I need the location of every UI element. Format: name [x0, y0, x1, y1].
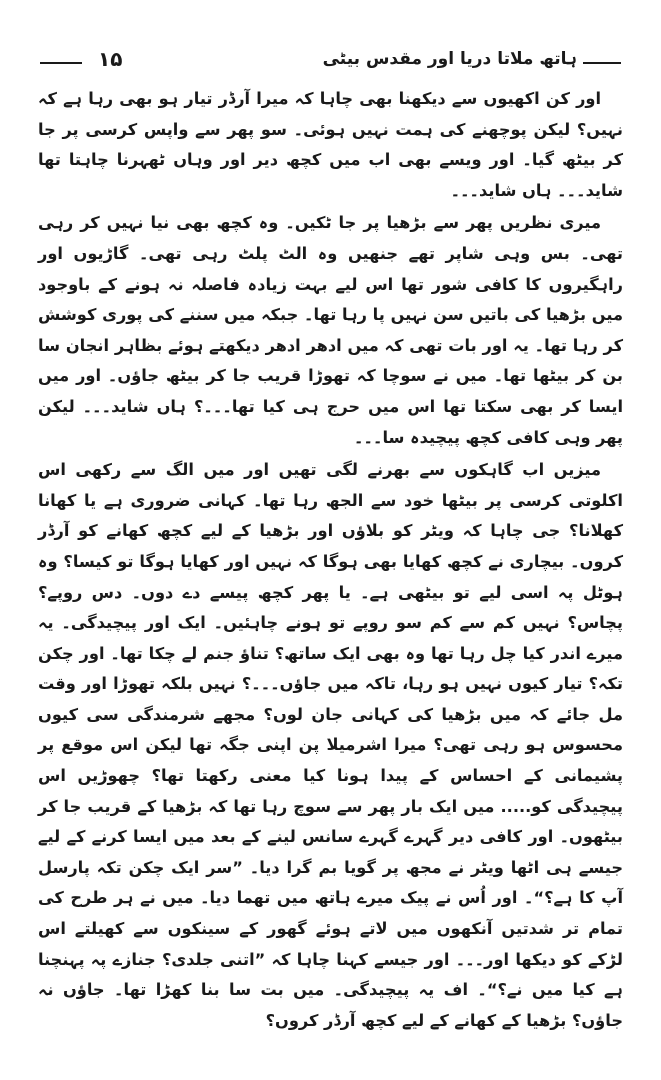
- paragraph: میزیں اب گاہکوں سے بھرنے لگی تھیں اور میں الگ سے رکھی اس اکلوتی کرسی پر بیٹھا خود سے الجھ رہا تھا۔ کہانی ضروری ہے یا کھانا کھلانا؟ جی چاہا کہ ویٹر کو بلاؤں اور بڑھیا کے لیے کچھ کھانے کو آرڈر کروں۔ بیچاری نے کچھ کھایا بھی ہوگا کہ نہیں اور کھایا ہوگا تو کیسا؟ وہ ہوٹل پہ اسی لیے تو بیٹھی ہے۔ یا پھر کچھ پیسے دے دوں۔ دس روپے؟ پچاس؟ نہیں کم سے کم سو روپے تو ہونے چاہئیں۔ ایک اور پیچیدگی۔ یہ میرے اندر کیا چل رہا تھا وہ بھی ایک ساتھ؟ تناؤ جنم لے چکا تھا۔ اور چکن تکہ؟ تیار کیوں نہیں ہو رہا، تاکہ میں جاؤں۔۔۔؟ نہیں بلکہ تھوڑا اور وقت مل جائے کہ میں بڑھیا کی کہانی جان لوں؟ مجھے شرمندگی سی کیوں محسوس ہو رہی تھی؟ میرا اشرمیلا پن اپنی جگہ تھا لیکن اس موقع پر پشیمانی کے احساس کے پیدا ہونا کیا معنی رکھتا تھا؟ چھوڑیں اس پیچیدگی کو..... میں ایک بار پھر سے سوچ رہا تھا کہ بڑھیا کے قریب جا کر بیٹھوں۔ اور کافی دیر گہرے گہرے سانس لینے کے بعد میں ایسا کرنے کے لیے جیسے ہی اٹھا ویٹر نے مجھ پر گویا بم گرا دیا۔ ”سر ایک چکن تکہ پارسل آپ کا ہے؟“۔ اور اُس نے پیک میرے ہاتھ میں تھما دیا۔ میں نے ہر طرح کی تمام تر شدتیں آنکھوں میں لاتے ہوئے گھور کے سینکوں سے کھیلتے اس لڑکے کو دیکھا اور۔۔۔ اور جیسے کہنا چاہا کہ ”اتنی جلدی؟ جنازے پہ پہنچنا ہے کیا میں نے؟“۔ اف یہ پیچیدگی۔ میں بت سا بنا کھڑا تھا۔ جاؤں نہ جاؤں؟ بڑھیا کے کھانے کے لیے کچھ آرڈر کروں؟: [38, 460, 623, 1030]
- paragraph: میری نظریں پھر سے بڑھیا پر جا ٹکیں۔ وہ کچھ بھی نیا نہیں کر رہی تھی۔ بس وہی شاپر تھے جنھیں وہ الٹ پلٹ رہی تھی۔ گاڑیوں اور راہگیروں کا کافی شور تھا اس لیے بہت زیادہ فاصلہ نہ ہونے کے باوجود میں بڑھیا کی باتیں سن نہیں پا رہا تھا۔ جبکہ میں سننے کی پوری کوشش کر رہا تھا۔ یہ اور بات تھی کہ میں ادھر ادھر دیکھتے ہوئے بظاہر انجان سا بن کر بیٹھا تھا۔ میں نے سوچا کہ تھوڑا قریب جا کر بیٹھ جاؤں۔ اور میں ایسا کر بھی سکتا تھا اس میں حرج ہی کیا تھا۔۔۔؟ ہاں شاید۔۔۔ لیکن پھر وہی کافی کچھ پیچیدہ سا۔۔۔: [38, 213, 623, 447]
- body-text: [38, 84, 623, 1036]
- header-rule-right: [583, 62, 621, 64]
- header-rule-left: [40, 62, 82, 64]
- running-title: ہاتھ ملاتا دریا اور مقدس بیٹی: [322, 49, 577, 69]
- page-header: [40, 44, 621, 74]
- page-number: ۱۵: [98, 47, 123, 71]
- paragraph: اور کن اکھیوں سے دیکھنا بھی چاہا کہ میرا آرڈر تیار ہو بھی رہا ہے کہ نہیں؟ لیکن پوچھنے کی ہمت نہیں ہوئی۔ سو پھر سے واپس کرسی پر جا کر بیٹھ گیا۔ اور ویسے بھی اب میں کچھ دیر اور وہاں ٹھہرنا چاہتا تھا شاید۔۔۔ ہاں شاید۔۔۔: [38, 89, 623, 200]
